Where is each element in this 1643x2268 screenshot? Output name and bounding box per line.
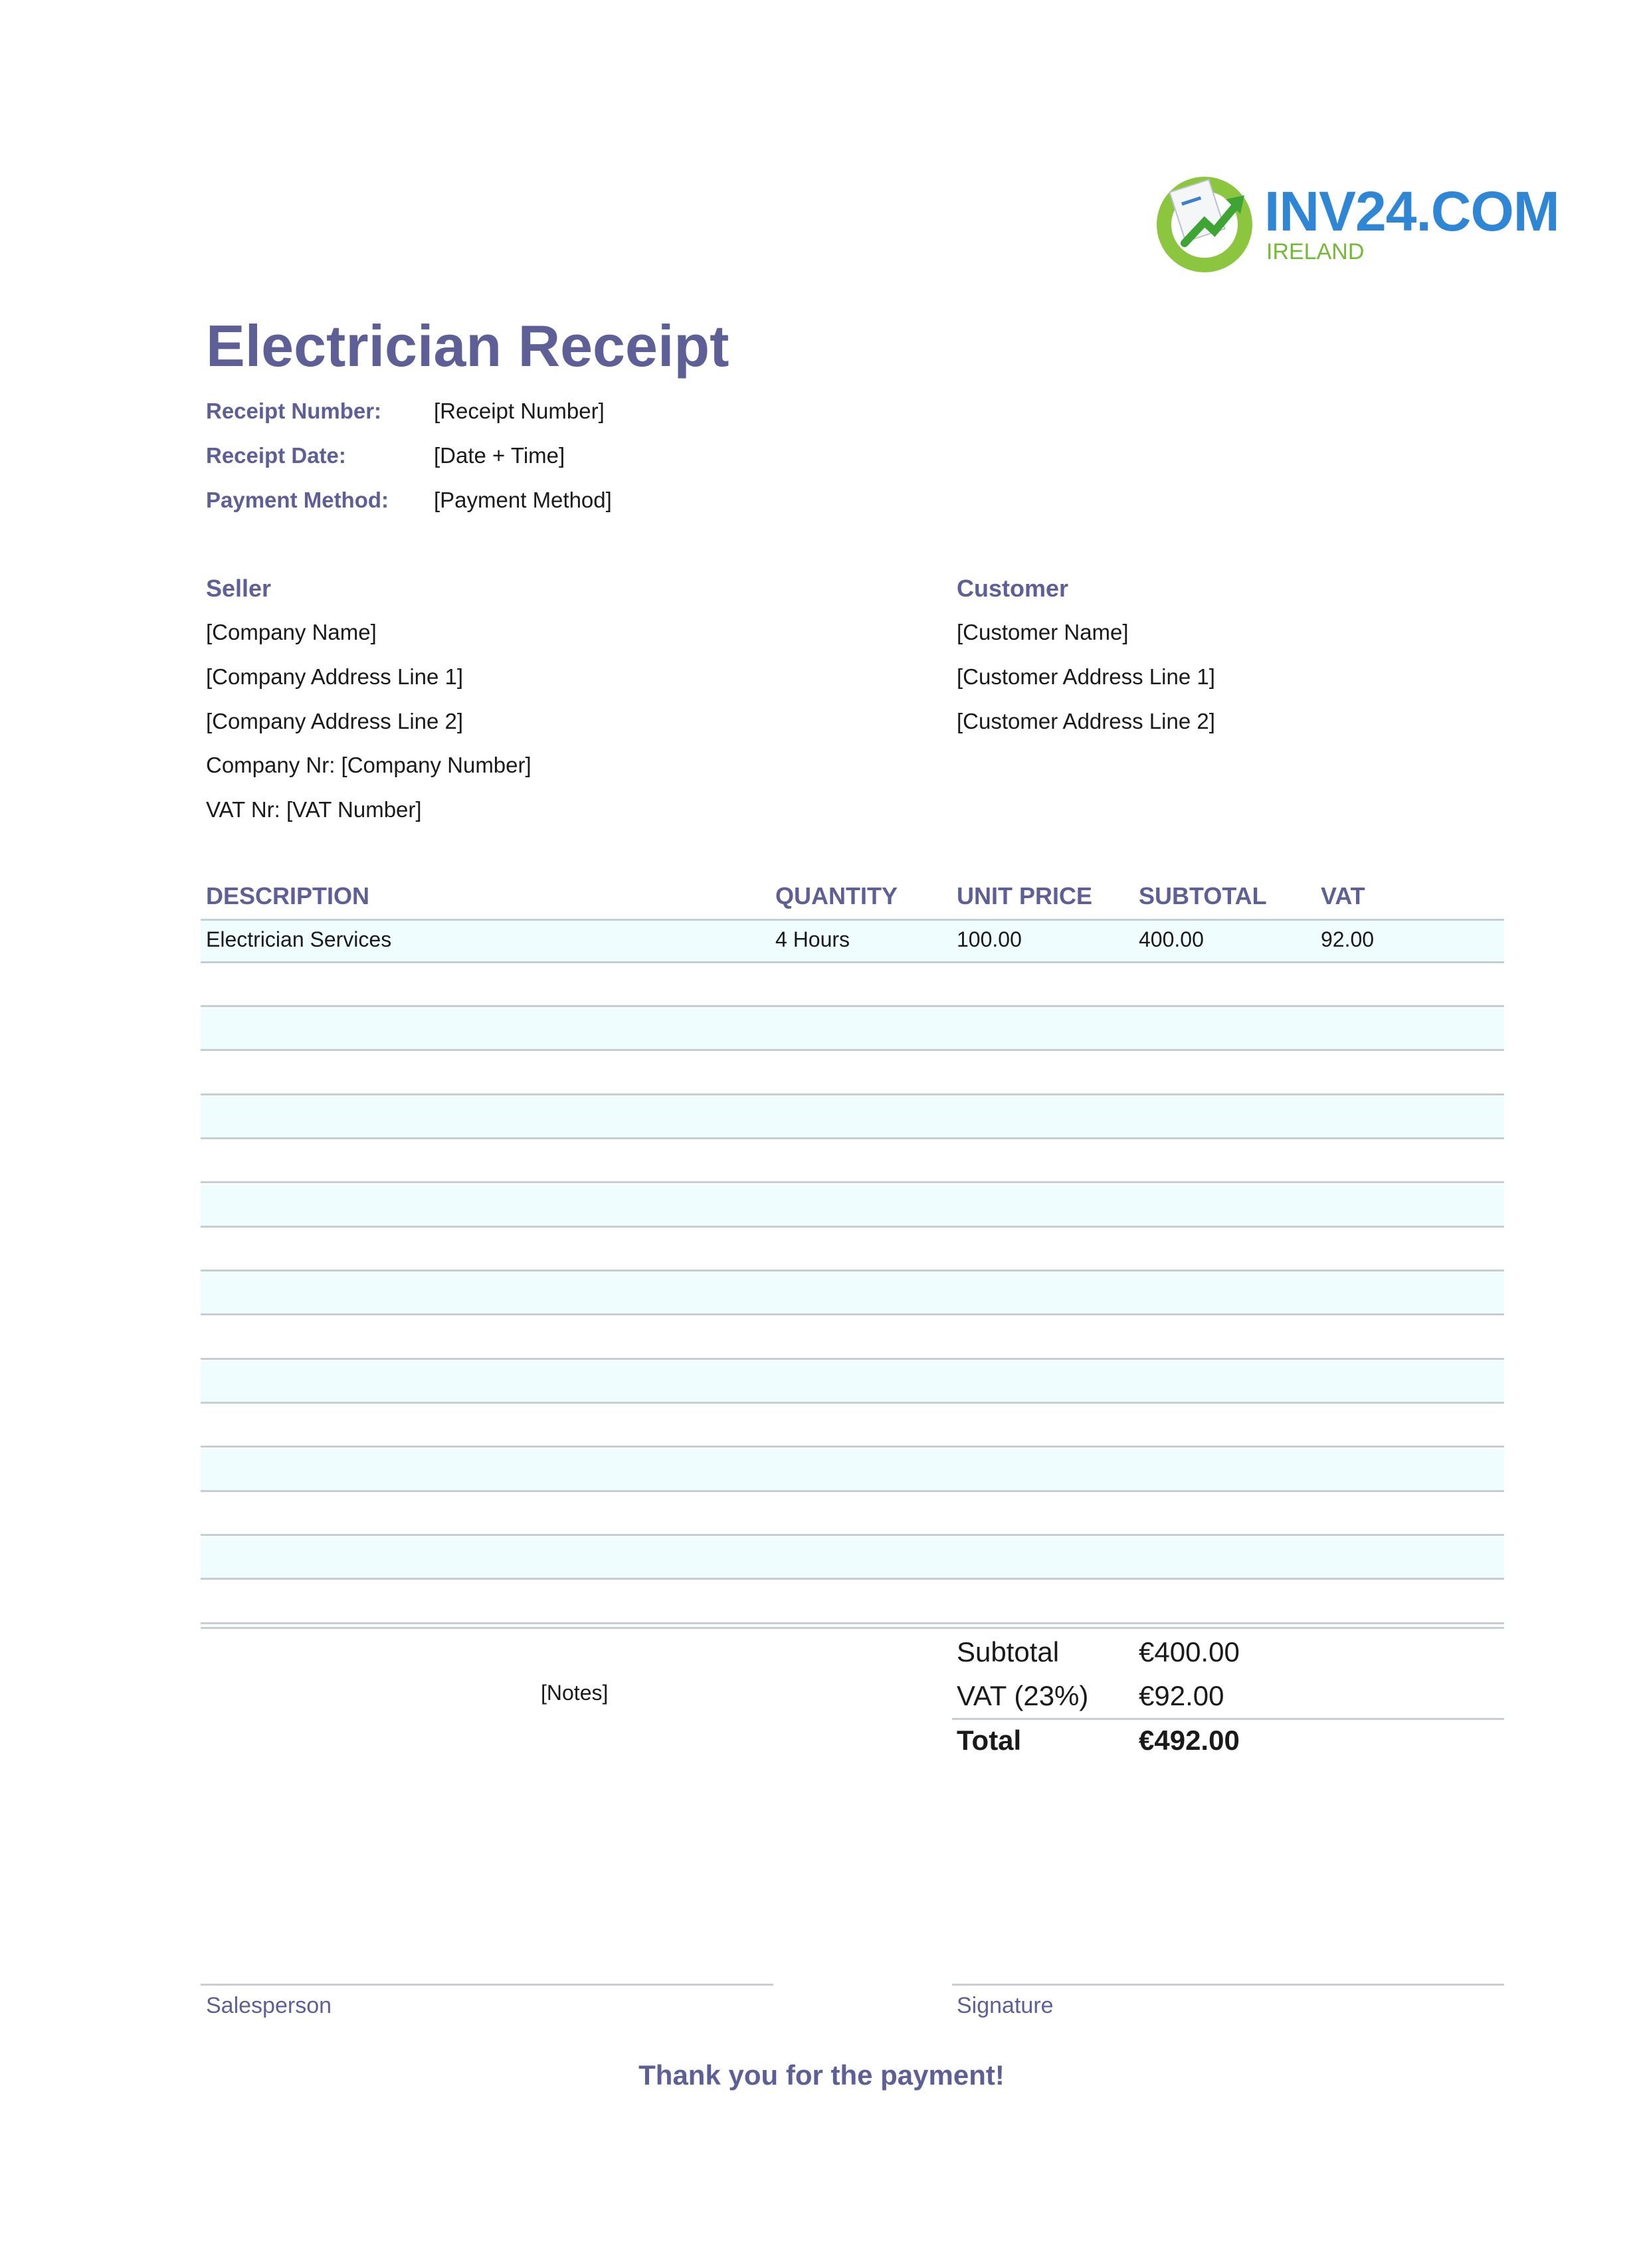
table-row: [201, 1493, 1504, 1536]
payment-method-value: [Payment Method]: [434, 488, 612, 512]
salesperson-line: [201, 1984, 773, 1986]
invoice-chart-icon: [1151, 170, 1258, 276]
table-row: [201, 1229, 1504, 1272]
table-row: [201, 1273, 1504, 1315]
logo-region: IRELAND: [1266, 239, 1365, 264]
table-row: [201, 1141, 1504, 1183]
table-row: [201, 1537, 1504, 1580]
table-row: [201, 1317, 1504, 1360]
table-row: [201, 965, 1504, 1007]
column-header-quantity: QUANTITY: [775, 882, 898, 909]
seller-line: Company Nr: [Company Number]: [206, 753, 532, 777]
vat-value: €92.00: [1139, 1680, 1224, 1711]
receipt-date-value: [Date + Time]: [434, 443, 565, 468]
seller-line: [Company Address Line 2]: [206, 709, 464, 733]
table-row: [201, 1053, 1504, 1095]
vat-label: VAT (23%): [957, 1680, 1089, 1711]
cell-quantity: 4 Hours: [775, 927, 850, 951]
table-row: [201, 1097, 1504, 1139]
signature-line: [952, 1984, 1504, 1986]
receipt-date-label: Receipt Date:: [206, 443, 346, 468]
table-row: [201, 1450, 1504, 1492]
subtotal-label: Subtotal: [957, 1636, 1060, 1667]
seller-line: VAT Nr: [VAT Number]: [206, 797, 422, 822]
payment-method-label: Payment Method:: [206, 488, 389, 512]
page-title: Electrician Receipt: [206, 313, 729, 379]
table-row: [201, 1361, 1504, 1404]
column-header-subtotal: SUBTOTAL: [1139, 882, 1267, 909]
cell-vat: 92.00: [1321, 927, 1375, 951]
customer-line: [Customer Address Line 2]: [957, 709, 1215, 733]
totals-rule: [952, 1718, 1504, 1720]
cell-unit-price: 100.00: [957, 927, 1022, 951]
receipt-number-value: [Receipt Number]: [434, 399, 605, 423]
logo-brand: INV24.COM: [1264, 180, 1559, 242]
total-value: €492.00: [1139, 1725, 1240, 1756]
customer-line: [Customer Name]: [957, 620, 1129, 644]
cell-description: Electrician Services: [206, 927, 392, 951]
receipt-number-label: Receipt Number:: [206, 399, 382, 423]
table-row: [201, 1185, 1504, 1228]
subtotal-value: €400.00: [1139, 1636, 1240, 1667]
column-header-unit-price: UNIT PRICE: [957, 882, 1093, 909]
table-row: [201, 921, 1504, 963]
total-label: Total: [957, 1725, 1022, 1756]
notes: [Notes]: [541, 1681, 609, 1705]
cell-subtotal: 400.00: [1139, 927, 1204, 951]
seller-line: [Company Address Line 1]: [206, 664, 464, 689]
column-header-description: DESCRIPTION: [206, 882, 370, 909]
seller-line: [Company Name]: [206, 620, 377, 644]
column-header-vat: VAT: [1321, 882, 1365, 909]
table-row: [201, 1008, 1504, 1051]
customer-line: [Customer Address Line 1]: [957, 664, 1215, 689]
table-row: [201, 1405, 1504, 1448]
salesperson-label: Salesperson: [206, 1993, 332, 2018]
seller-heading: Seller: [206, 575, 272, 602]
customer-heading: Customer: [957, 575, 1069, 602]
signature-label: Signature: [957, 1993, 1054, 2018]
table-row: [201, 1582, 1504, 1629]
thank-you-message: Thank you for the payment!: [638, 2059, 1005, 2091]
